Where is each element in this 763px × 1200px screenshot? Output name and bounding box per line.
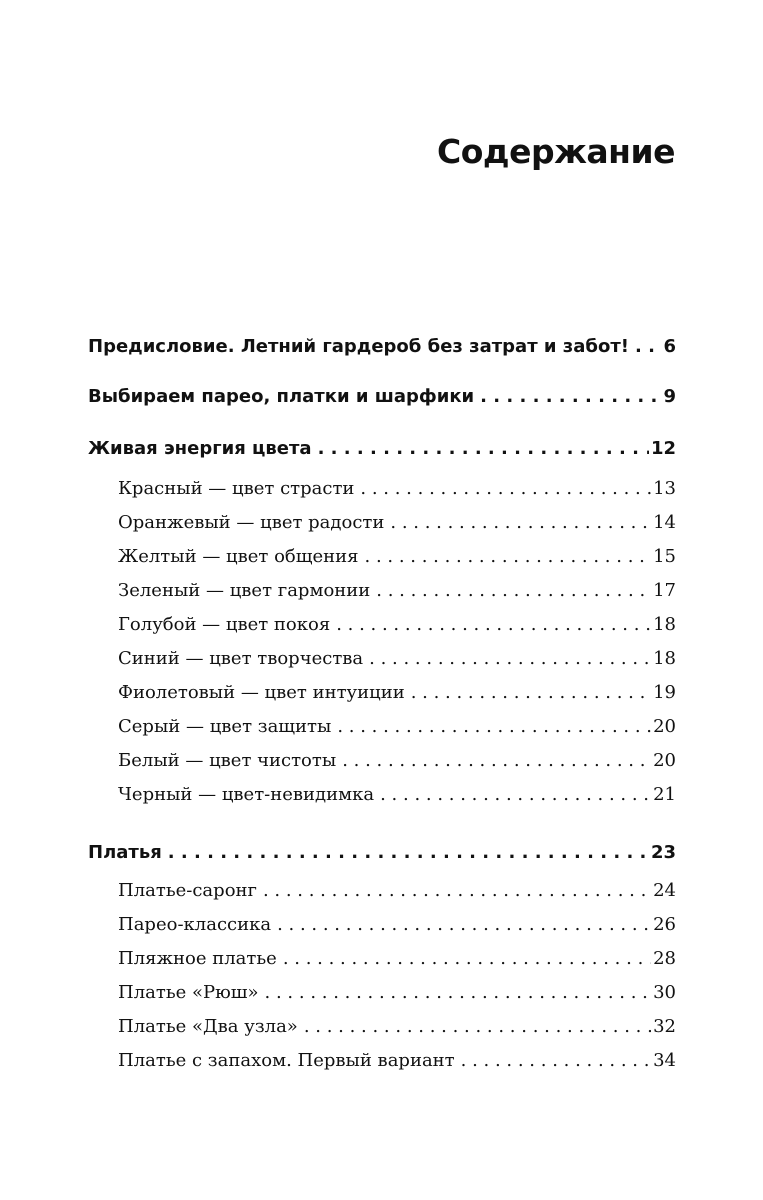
toc-entry-section[interactable] xyxy=(118,682,676,703)
toc-entry-section[interactable] xyxy=(118,1050,676,1071)
leader-dots xyxy=(365,546,652,567)
toc-entry-chapter[interactable] xyxy=(88,842,676,863)
toc-entry-label: Пляжное платье xyxy=(118,948,277,969)
toc-entry-section[interactable] xyxy=(118,1016,676,1037)
toc-entry-page: 9 xyxy=(663,386,676,407)
leader-dots xyxy=(369,648,651,669)
toc-entry-section[interactable] xyxy=(118,750,676,771)
leader-dots xyxy=(318,438,649,459)
toc-entry-page: 17 xyxy=(653,580,676,601)
toc-entry-label: Красный — цвет страсти xyxy=(118,478,355,499)
leader-dots xyxy=(283,948,651,969)
leader-dots xyxy=(337,716,651,737)
toc-entry-section[interactable] xyxy=(118,478,676,499)
toc-entry-label: Оранжевый — цвет радости xyxy=(118,512,385,533)
toc-entry-page: 34 xyxy=(653,1050,676,1071)
toc-entry-label: Предисловие. Летний гардероб без затрат и забот! xyxy=(88,336,629,357)
leader-dots xyxy=(376,580,651,601)
toc-entry-label: Платье с запахом. Первый вариант xyxy=(118,1050,455,1071)
toc-entry-chapter[interactable] xyxy=(88,336,676,357)
toc-entry-chapter[interactable] xyxy=(88,438,676,459)
toc-entry-page: 14 xyxy=(653,512,676,533)
toc-entry-section[interactable] xyxy=(118,546,676,567)
leader-dots xyxy=(360,478,651,499)
toc-entry-page: 20 xyxy=(653,716,676,737)
toc-entry-section[interactable] xyxy=(118,614,676,635)
toc-entry-section[interactable] xyxy=(118,982,676,1003)
leader-dots xyxy=(411,682,651,703)
toc-entry-page: 13 xyxy=(653,478,676,499)
toc-entry-chapter[interactable] xyxy=(88,386,676,407)
toc-entry-page: 23 xyxy=(650,842,676,863)
toc-entry-page: 18 xyxy=(653,648,676,669)
leader-dots xyxy=(277,914,651,935)
toc-entry-label: Фиолетовый — цвет интуиции xyxy=(118,682,405,703)
toc-entry-page: 26 xyxy=(653,914,676,935)
toc-entry-section[interactable] xyxy=(118,914,676,935)
leader-dots xyxy=(635,336,662,357)
toc-entry-section[interactable] xyxy=(118,948,676,969)
toc-entry-section[interactable] xyxy=(118,512,676,533)
toc-entry-page: 30 xyxy=(653,982,676,1003)
toc-entry-label: Живая энергия цвета xyxy=(88,438,312,459)
leader-dots xyxy=(336,614,651,635)
toc-entry-label: Зеленый — цвет гармонии xyxy=(118,580,371,601)
toc-entry-page: 19 xyxy=(653,682,676,703)
leader-dots xyxy=(263,880,651,901)
leader-dots xyxy=(265,982,652,1003)
toc-entry-page: 18 xyxy=(653,614,676,635)
toc-entry-label: Парео-классика xyxy=(118,914,272,935)
toc-entry-page: 6 xyxy=(663,336,676,357)
toc-entry-page: 20 xyxy=(653,750,676,771)
leader-dots xyxy=(380,784,651,805)
toc-entry-section[interactable] xyxy=(118,880,676,901)
toc-entry-page: 12 xyxy=(650,438,676,459)
toc-entry-section[interactable] xyxy=(118,648,676,669)
toc-entry-page: 21 xyxy=(653,784,676,805)
toc-entry-label: Платье «Рюш» xyxy=(118,982,259,1003)
toc-entry-label: Выбираем парео, платки и шарфики xyxy=(88,386,475,407)
toc-entry-page: 32 xyxy=(653,1016,676,1037)
leader-dots xyxy=(480,386,661,407)
toc-entry-section[interactable] xyxy=(118,716,676,737)
toc-entry-label: Желтый — цвет общения xyxy=(118,546,359,567)
toc-entry-label: Голубой — цвет покоя xyxy=(118,614,331,635)
leader-dots xyxy=(390,512,651,533)
toc-entry-page: 28 xyxy=(653,948,676,969)
toc-entry-section[interactable] xyxy=(118,580,676,601)
toc-entry-label: Черный — цвет-невидимка xyxy=(118,784,375,805)
toc-entry-page: 15 xyxy=(653,546,676,567)
leader-dots xyxy=(168,842,649,863)
toc-entry-label: Платье «Два узла» xyxy=(118,1016,298,1037)
leader-dots xyxy=(342,750,651,771)
page-title: Содержание xyxy=(437,132,675,171)
leader-dots xyxy=(461,1050,651,1071)
toc-entry-label: Платья xyxy=(88,842,162,863)
toc-entry-label: Белый — цвет чистоты xyxy=(118,750,337,771)
leader-dots xyxy=(304,1016,651,1037)
toc-entry-label: Серый — цвет защиты xyxy=(118,716,332,737)
toc-entry-label: Платье-саронг xyxy=(118,880,257,901)
toc-entry-page: 24 xyxy=(653,880,676,901)
toc-entry-label: Синий — цвет творчества xyxy=(118,648,364,669)
toc-entry-section[interactable] xyxy=(118,784,676,805)
